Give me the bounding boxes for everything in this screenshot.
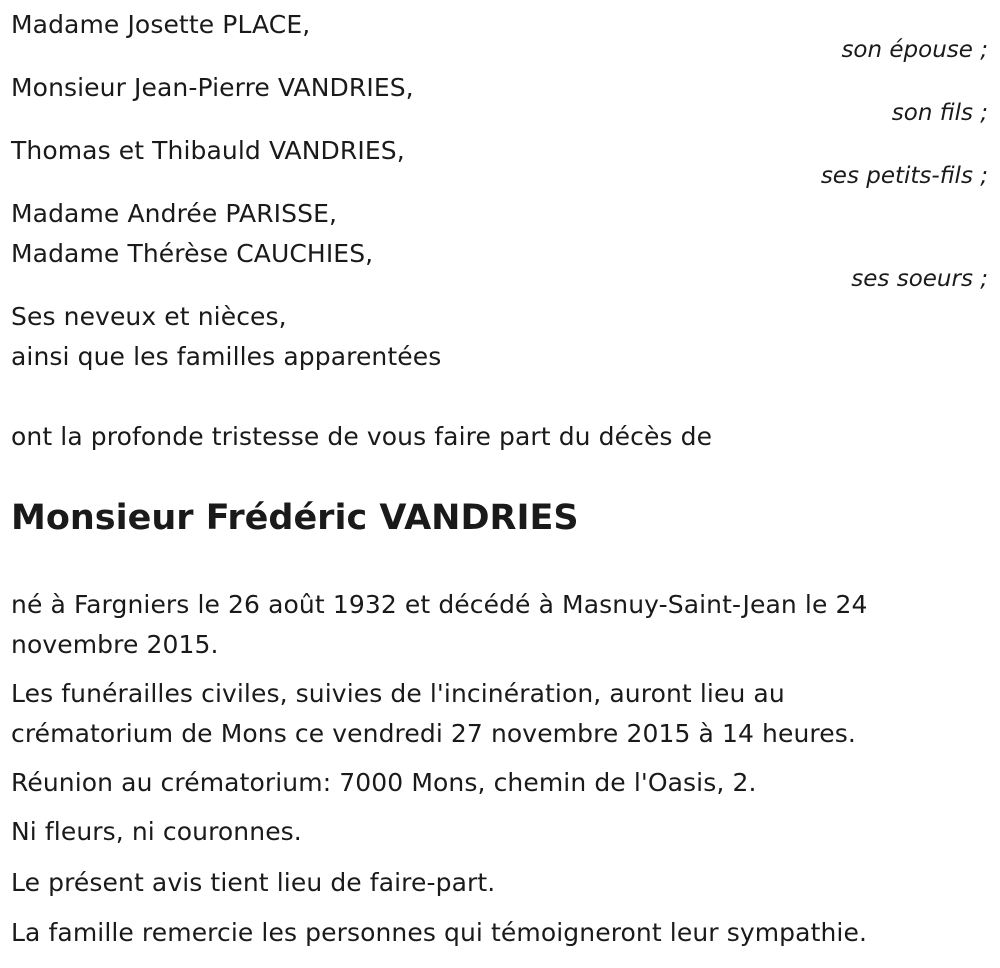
- family-relation: ses soeurs ;: [851, 266, 988, 292]
- meeting-text: Réunion au crématorium: 7000 Mons, chemin de l'Oasis, 2.: [11, 768, 757, 797]
- flowers-text: Ni fleurs, ni couronnes.: [11, 817, 302, 846]
- funeral-text: Les funérailles civiles, suivies de l'incinération, auront lieu au: [11, 679, 785, 708]
- thanks-text: La famille remercie les personnes qui témoigneront leur sympathie.: [11, 918, 867, 947]
- family-relation: son épouse ;: [841, 37, 988, 63]
- notice-text: Le présent avis tient lieu de faire-part.: [11, 868, 496, 897]
- family-name: Monsieur Jean-Pierre VANDRIES,: [11, 73, 414, 102]
- birth-death-text: novembre 2015.: [11, 630, 219, 659]
- family-name: ainsi que les familles apparentées: [11, 342, 442, 371]
- family-name: Ses neveux et nièces,: [11, 302, 287, 331]
- deceased-name: Monsieur Frédéric VANDRIES: [11, 498, 579, 538]
- family-name: Thomas et Thibauld VANDRIES,: [11, 136, 405, 165]
- family-relation: son fils ;: [891, 100, 988, 126]
- family-name: Madame Josette PLACE,: [11, 10, 311, 39]
- family-relation: ses petits-fils ;: [820, 163, 988, 189]
- birth-death-text: né à Fargniers le 26 août 1932 et décédé à Masnuy-Saint-Jean le 24: [11, 590, 868, 619]
- family-name: Madame Thérèse CAUCHIES,: [11, 239, 374, 268]
- funeral-text: crématorium de Mons ce vendredi 27 novembre 2015 à 14 heures.: [11, 719, 856, 748]
- announcement-text: ont la profonde tristesse de vous faire part du décès de: [11, 422, 713, 451]
- family-name: Madame Andrée PARISSE,: [11, 199, 338, 228]
